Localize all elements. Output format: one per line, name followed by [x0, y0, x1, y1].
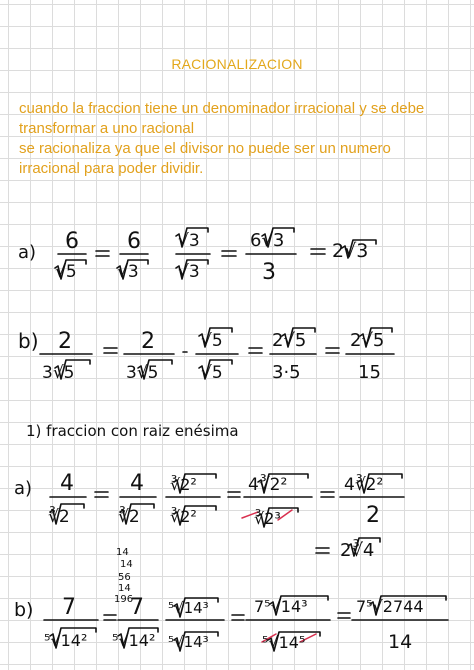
- intro-line-3: se racionaliza ya que el divisor no puede ser un numero: [19, 140, 391, 157]
- b-step1-den: 3√5: [42, 363, 75, 383]
- c-step2-den: ∛2: [118, 507, 140, 527]
- a-result: 2√3: [332, 240, 369, 262]
- intro-line-4: irracional para poder dividir.: [19, 160, 204, 177]
- c-step5-den: 2: [366, 503, 380, 528]
- intro-line-1: cuando la fraccion tiene un denominador irracional y se debe: [19, 100, 425, 117]
- b-step3-num: √5: [201, 331, 223, 351]
- d-step1-den: ⁵√14²: [44, 631, 88, 650]
- label-a: a): [18, 242, 37, 263]
- a-step3-num: √3: [178, 231, 200, 251]
- label-b: b): [18, 329, 39, 353]
- b-step2-den: 3√5: [126, 363, 159, 383]
- side-work-4: 14: [118, 583, 131, 594]
- a-step2-num: 6: [127, 229, 141, 254]
- page-title: RACIONALIZACION: [171, 56, 303, 72]
- c-step1-num: 4: [60, 471, 74, 496]
- b-step3-den: √5: [201, 363, 223, 383]
- d-step3-num: ⁵√14³: [168, 599, 209, 617]
- d-step5-num: 7⁵√2744: [356, 597, 424, 616]
- c-step2-num: 4: [130, 471, 144, 496]
- label-c: a): [14, 478, 33, 499]
- b-step5-num: 2√5: [350, 330, 385, 351]
- side-work-1: 14: [116, 547, 129, 558]
- c-second-line: 2∛4: [340, 540, 375, 561]
- b-step4-num: 2√5: [272, 330, 307, 351]
- label-d: b): [14, 599, 34, 621]
- d-step5-den: 14: [388, 631, 413, 653]
- b-step4-den: 3·5: [272, 362, 301, 383]
- c-step4-den: ∛2³: [254, 509, 281, 528]
- example-a: [55, 228, 376, 279]
- a-step2-den: √3: [117, 262, 139, 282]
- d-step4-num: 7⁵√14³: [254, 597, 308, 616]
- cancel-marks: [242, 510, 316, 642]
- d-step2-den: ⁵√14²: [112, 631, 156, 650]
- b-step2-num: 2: [141, 329, 155, 354]
- c-step3-den: ∛2²: [170, 507, 197, 526]
- b-step1-num: 2: [58, 329, 72, 354]
- a-step4-den: 3: [262, 260, 276, 285]
- intro-line-2: transformar a uno racional: [19, 120, 195, 137]
- d-step4-den: ⁵√14⁵: [262, 633, 306, 652]
- d-step2-num: 7: [130, 595, 144, 620]
- d-step3-den: ⁵√14³: [168, 633, 209, 651]
- c-step5-num: 4∛2²: [344, 475, 384, 495]
- a-step1-den: √5: [55, 262, 77, 282]
- b-step5-den: 15: [358, 362, 381, 383]
- a-step1-num: 6: [65, 229, 79, 254]
- side-work-5: 196: [114, 594, 134, 605]
- side-work-2: 14: [120, 559, 133, 570]
- d-step1-num: 7: [62, 595, 76, 620]
- c-step1-den: ∛2: [48, 507, 70, 527]
- c-step4-num: 4∛2²: [248, 475, 288, 495]
- side-work-3: 56: [118, 572, 131, 583]
- a-step3-den: √3: [178, 262, 200, 282]
- section-heading: 1) fraccion con raiz enésima: [26, 422, 239, 440]
- a-step4-num: 6√3: [250, 230, 285, 251]
- c-step3-num: ∛2²: [170, 475, 197, 494]
